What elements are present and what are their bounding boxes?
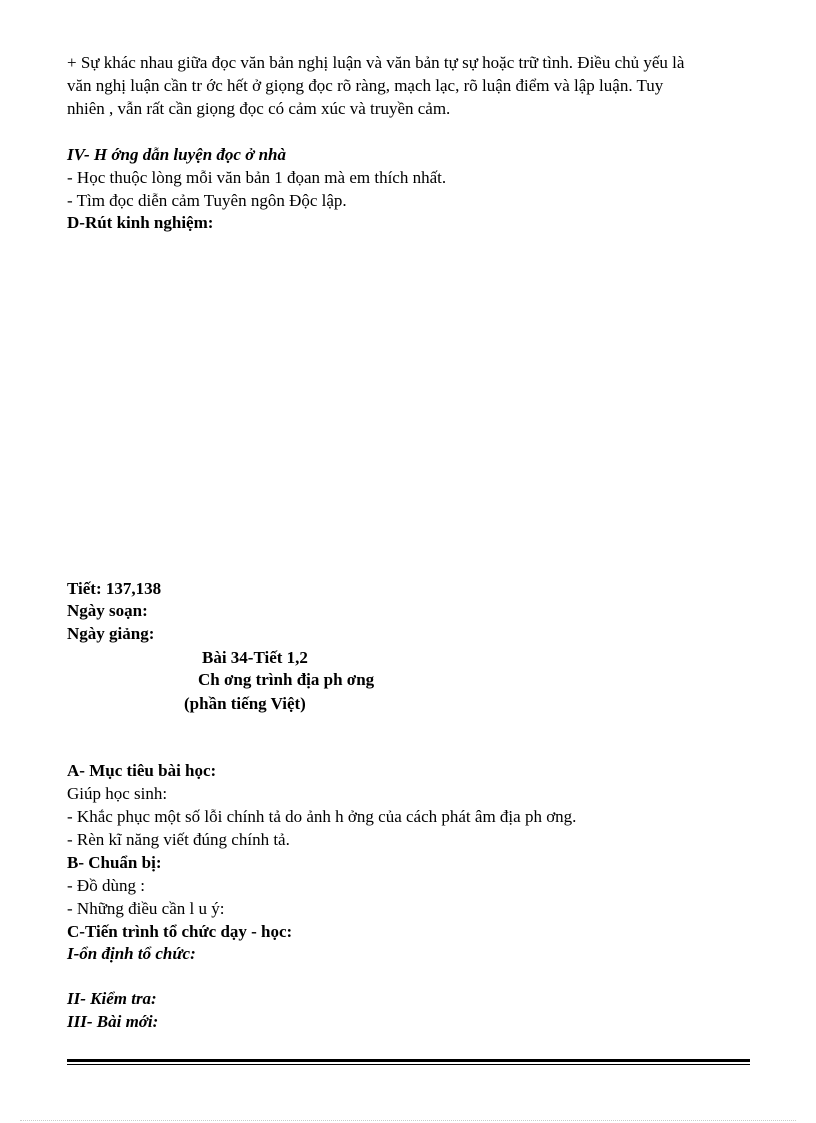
paragraph-line-1: + Sự khác nhau giữa đọc văn bản nghị luận và văn bản tự sự hoặc trữ tình. Điều chủ yếu là <box>67 53 685 72</box>
materials-item: - Đồ dùng : <box>67 876 145 895</box>
step-1-heading: I-ổn định tổ chức: <box>67 944 196 963</box>
homework-item-1: - Học thuộc lòng mỗi văn bản 1 đọan mà em thích nhất. <box>67 168 447 187</box>
section-b-heading: B- Chuẩn bị: <box>67 853 162 872</box>
teaching-date: Ngày giảng: <box>67 624 155 643</box>
paragraph-line-2: văn nghị luận cần tr ớc hết ở giọng đọc rõ ràng, mạch lạc, rõ luận điểm và lập luận. Tuy <box>67 76 664 95</box>
section-iv-heading: IV- H ớng dẫn luyện đọc ở nhà <box>67 145 286 164</box>
objective-intro: Giúp học sinh: <box>67 784 168 803</box>
notes-item: - Những điều cần l u ý: <box>67 899 225 918</box>
homework-item-2: - Tìm đọc diễn cảm Tuyên ngôn Độc lập. <box>67 191 347 210</box>
section-d-heading: D-Rút kinh nghiệm: <box>67 213 214 232</box>
lesson-title: Ch ơng trình địa ph ơng <box>198 670 375 689</box>
section-c-heading: C-Tiến trình tổ chức dạy - học: <box>67 922 293 941</box>
objective-item-2: - Rèn kĩ năng viết đúng chính tả. <box>67 830 290 849</box>
page-bottom-dotted-edge <box>20 1120 796 1121</box>
step-2-heading: II- Kiểm tra: <box>67 989 157 1008</box>
lesson-period: Tiết: 137,138 <box>67 579 162 598</box>
objective-item-1: - Khắc phục một số lỗi chính tả do ảnh h ởng của cách phát âm địa ph ơng. <box>67 807 577 826</box>
paragraph-line-3: nhiên , vẫn rất cần giọng đọc có cảm xúc và truyền cảm. <box>67 99 451 118</box>
footer-rule-thin <box>67 1064 750 1065</box>
section-a-heading: A- Mục tiêu bài học: <box>67 761 217 780</box>
step-3-heading: III- Bài mới: <box>67 1012 159 1031</box>
lesson-number: Bài 34-Tiết 1,2 <box>202 648 308 667</box>
lesson-subtitle: (phần tiếng Việt) <box>184 694 306 713</box>
footer-rule-thick <box>67 1059 750 1062</box>
preparation-date: Ngày soạn: <box>67 601 148 620</box>
